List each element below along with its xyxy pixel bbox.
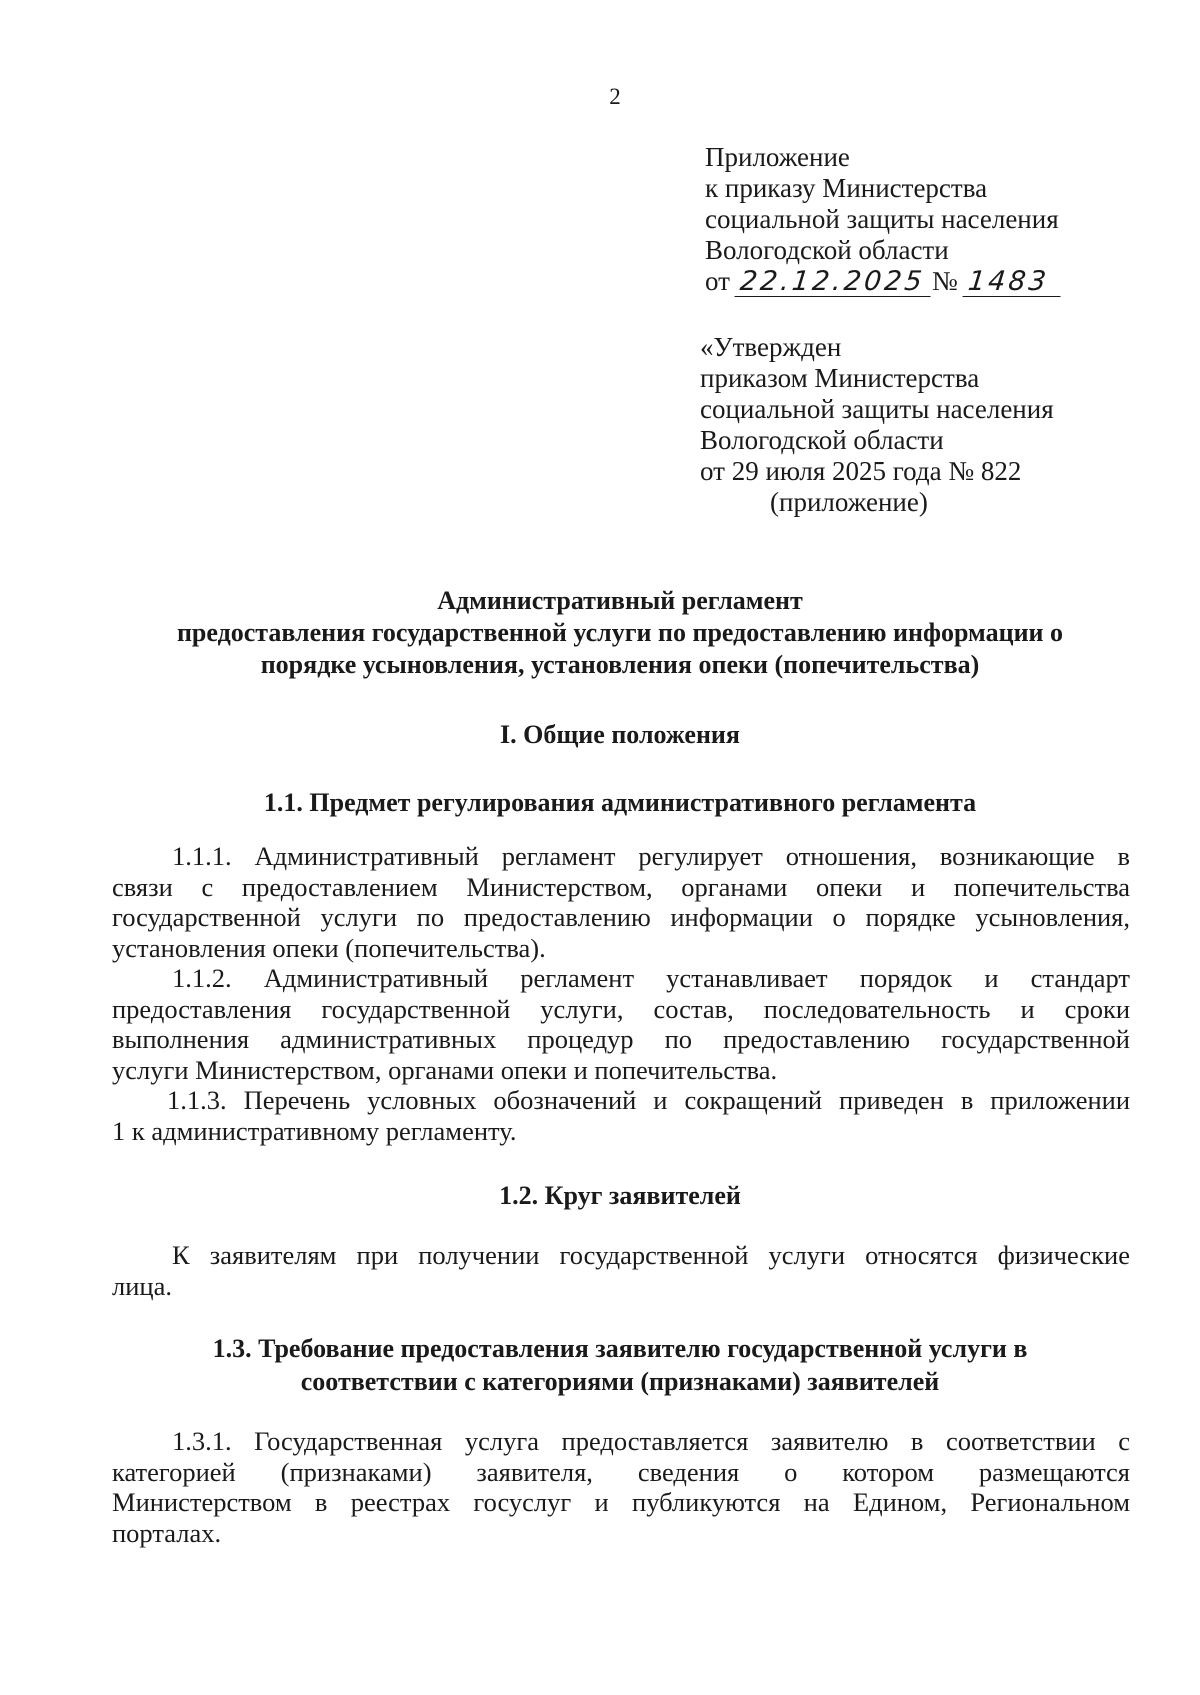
paragraph-1-1-3 (112, 1085, 1130, 1146)
subsection-heading (110, 786, 1130, 819)
subsection-heading (110, 1179, 1130, 1212)
paragraph-line: 1.1.1. Административный регламент регулирует отношения, возникающие в (172, 841, 1130, 871)
appendix-line: Вологодской области (705, 235, 949, 265)
section-heading-text: I. Общие положения (500, 720, 740, 749)
paragraph-1-1-1 (112, 841, 1130, 963)
title-line: порядке усыновления, установления опеки (попечительства) (260, 650, 980, 679)
approved-line: Вологодской области (700, 425, 944, 455)
paragraph-1-1-2 (112, 963, 1130, 1085)
paragraph-line: предоставления государственной услуги, состав, последовательность и сроки (112, 993, 1130, 1024)
paragraph-line: 1.1.2. Административный регламент устанавливает порядок и стандарт (172, 963, 1130, 993)
approved-line: социальной защиты населения (700, 394, 1054, 424)
appendix-header (705, 142, 1062, 297)
appendix-line: Приложение (705, 142, 850, 172)
order-prefix: от (705, 266, 730, 296)
approval-stamp-text (700, 332, 1054, 518)
paragraph-line: категорией (признаками) заявителя, сведения о котором размещаются (112, 1456, 1130, 1487)
approved-line: от 29 июля 2025 года № 822 (700, 456, 1022, 486)
order-number-handwritten: 1483 (962, 268, 1063, 297)
paragraph-line: государственной услуги по предоставлению информации о порядке усыновления, (112, 902, 1130, 932)
title-line: предоставления государственной услуги по предоставлению информации о (176, 618, 1064, 647)
subsection-heading-text: 1.2. Круг заявителей (499, 1181, 741, 1210)
paragraph-line: лица. (112, 1270, 172, 1301)
order-number-sign: № (931, 266, 958, 296)
paragraph-line: Министерством в реестрах госуслуг и публикуются на Едином, Региональном (112, 1487, 1130, 1517)
approved-line: «Утвержден (700, 332, 842, 362)
paragraph-line: 1 к административному регламенту. (112, 1115, 517, 1146)
paragraph-line: установления опеки (попечительства). (112, 932, 546, 963)
appendix-line: социальной защиты населения (705, 204, 1059, 234)
paragraph-line: услуги Министерством, органами опеки и попечительства. (112, 1054, 778, 1085)
order-reference (705, 266, 1062, 297)
subsection-heading (110, 1332, 1130, 1398)
paragraph-1-3-1 (112, 1426, 1130, 1548)
approved-appendix-note: (приложение) (770, 487, 928, 517)
subsection-heading-text: 1.3. Требование предоставления заявителю государственной услуги в (212, 1334, 1028, 1363)
subsection-heading-text: 1.1. Предмет регулирования административного регламента (263, 788, 977, 817)
paragraph-line: К заявителям при получении государственной услуги относятся физические (172, 1240, 1130, 1270)
paragraph-line: связи с предоставлением Министерством, органами опеки и попечительства (112, 871, 1130, 902)
approved-line: приказом Министерства (700, 363, 980, 393)
paragraph-1-2 (112, 1240, 1130, 1301)
order-date-handwritten: 22.12.2025 (734, 268, 933, 297)
paragraph-line: 1.3.1. Государственная услуга предоставляется заявителю в соответствии с (172, 1426, 1130, 1456)
subsection-heading-text: соответствии с категориями (признаками) заявителей (300, 1367, 940, 1396)
appendix-line: к приказу Министерства (705, 173, 988, 203)
paragraph-line: порталах. (112, 1517, 222, 1548)
paragraph-line: 1.1.3. Перечень условных обозначений и сокращений приведен в приложении (167, 1085, 1130, 1115)
page-number: 2 (609, 84, 621, 109)
title-line: Административный регламент (437, 586, 803, 615)
section-heading (110, 718, 1130, 751)
document-title (110, 585, 1130, 681)
paragraph-line: выполнения административных процедур по предоставлению государственной (112, 1024, 1130, 1054)
